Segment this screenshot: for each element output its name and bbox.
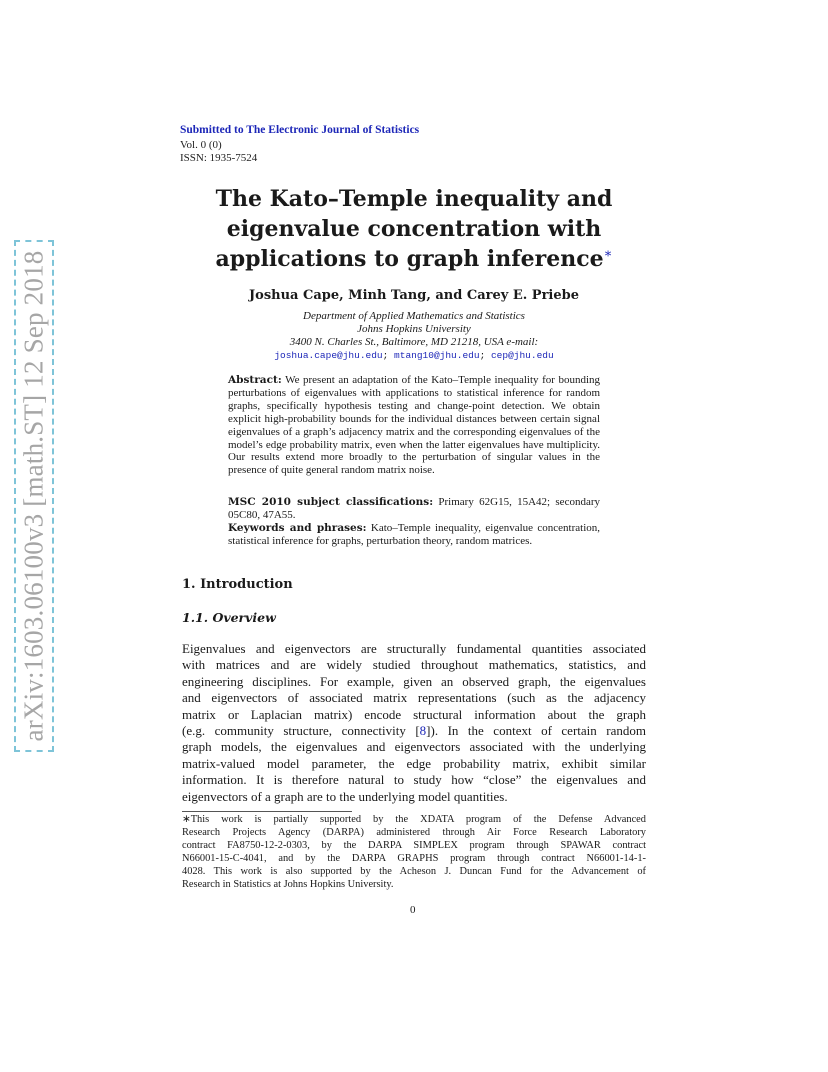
title-line-3-text: applications to graph inference <box>215 246 604 272</box>
body-line: graph models, the eigenvalues and eigenvectors associated with the underlying <box>182 739 646 755</box>
footnote-line: Research in Statistics at Johns Hopkins University. <box>182 878 394 890</box>
page-number: 0 <box>410 904 416 916</box>
title-line-3 <box>180 244 648 274</box>
body-text: ]). In the context of certain random <box>426 723 646 739</box>
body-text: (e.g. community structure, connectivity [ <box>182 723 420 739</box>
footnote-rule <box>182 811 352 812</box>
footnote <box>182 814 646 891</box>
citation-link[interactable]: 8 <box>419 723 427 739</box>
msc-classification <box>228 496 600 522</box>
volume-info: Vol. 0 (0) <box>180 139 222 151</box>
body-line: matrix-valued model parameter, the edge probability matrix, exhibit similar <box>182 755 646 771</box>
body-line: and eigenvectors of associated matrix representations (such as the adjacency <box>182 690 646 706</box>
footnote-line: N66001-15-C-4041, and by the DARPA GRAPHS program through contract N66001-14-1- <box>182 852 646 864</box>
email-list: joshua.cape@jhu.edu; mtang10@jhu.edu; cep@jhu.edu <box>274 350 554 361</box>
body-line: information. It is therefore natural to study how “close” the eigenvalues and <box>182 772 646 788</box>
body-line <box>182 723 646 739</box>
email-link-3[interactable]: cep@jhu.edu <box>490 350 554 361</box>
abstract-text: We present an adaptation of the Kato–Temple inequality for bounding perturbations of eigenvalues with applications to statistical inference for random graphs, specifically hypothesis testing and change-point detection. We obtain explicit high-probability bounds for the individual distances between certain signal eigenvalues of a graph’s adjacency matrix and the corresponding eigenvalues of the model’s edge probability matrix, even when the latter eigenvalues have multiplicity. Our results extend more broadly to the perturbation of singular values in the presence of quite general random matrix noise. <box>228 374 601 477</box>
body-line: engineering disciplines. For example, given an observed graph, the eigenvalues <box>182 673 646 689</box>
footnote-line: 4028. This work is also supported by the Acheson J. Duncan Fund for the Advancement of <box>182 865 646 877</box>
authors: Joshua Cape, Minh Tang, and Carey E. Priebe <box>249 288 579 303</box>
body-line: matrix or Laplacian matrix) encode structural information about the graph <box>182 706 646 722</box>
keywords-text: Kato–Temple inequality, eigenvalue concentration, statistical inference for graphs, perturbation theory, random matrices. <box>228 522 600 547</box>
arxiv-stamp[interactable] <box>14 240 54 752</box>
title-line-1: The Kato–Temple inequality and <box>215 186 613 212</box>
affiliation-dept: Department of Applied Mathematics and Statistics <box>303 310 525 322</box>
body-line: eigenvectors of a graph are to the underlying model quantities. <box>182 788 508 804</box>
footnote-line: contract FA8750-12-2-0303, by the DARPA SIMPLEX program through SPAWAR contract <box>182 839 646 851</box>
affiliation <box>180 310 648 349</box>
section-heading-introduction: 1. Introduction <box>182 577 293 592</box>
msc-text: Primary 62G15, 15A42; secondary 05C80, 47A55. <box>228 496 600 521</box>
arxiv-identifier: arXiv:1603.06100v3 [math.ST] 12 Sep 2018 <box>18 250 49 742</box>
abstract <box>228 374 600 477</box>
abstract-label: Abstract: <box>228 374 282 386</box>
journal-link[interactable]: Submitted to The Electronic Journal of Statistics <box>180 124 420 136</box>
email-link-2[interactable]: mtang10@jhu.edu <box>394 350 480 361</box>
keywords <box>228 522 600 548</box>
issn-info: ISSN: 1935-7524 <box>180 152 258 164</box>
affiliation-univ: Johns Hopkins University <box>357 323 471 335</box>
keywords-label: Keywords and phrases: <box>228 522 367 534</box>
paper-title <box>180 184 648 274</box>
msc-label: MSC 2010 subject classifications: <box>228 496 434 508</box>
title-line-2: eigenvalue concentration with <box>226 216 602 242</box>
body-paragraph <box>182 641 646 805</box>
footnote-line: Research Projects Agency (DARPA) administered through Air Force Research Laboratory <box>182 826 646 838</box>
footnote-line: ∗This work is partially supported by the XDATA program of the Defense Advanced <box>182 814 646 825</box>
subsection-heading-overview: 1.1. Overview <box>182 610 276 625</box>
title-footnote-mark[interactable]: ∗ <box>603 246 613 262</box>
affiliation-address: 3400 N. Charles St., Baltimore, MD 21218, USA e-mail: <box>289 336 539 348</box>
body-line: with matrices and are widely studied throughout mathematics, statistics, and <box>182 657 646 673</box>
body-line: Eigenvalues and eigenvectors are structurally fundamental quantities associated <box>182 641 646 656</box>
email-link-1[interactable]: joshua.cape@jhu.edu <box>274 350 383 361</box>
